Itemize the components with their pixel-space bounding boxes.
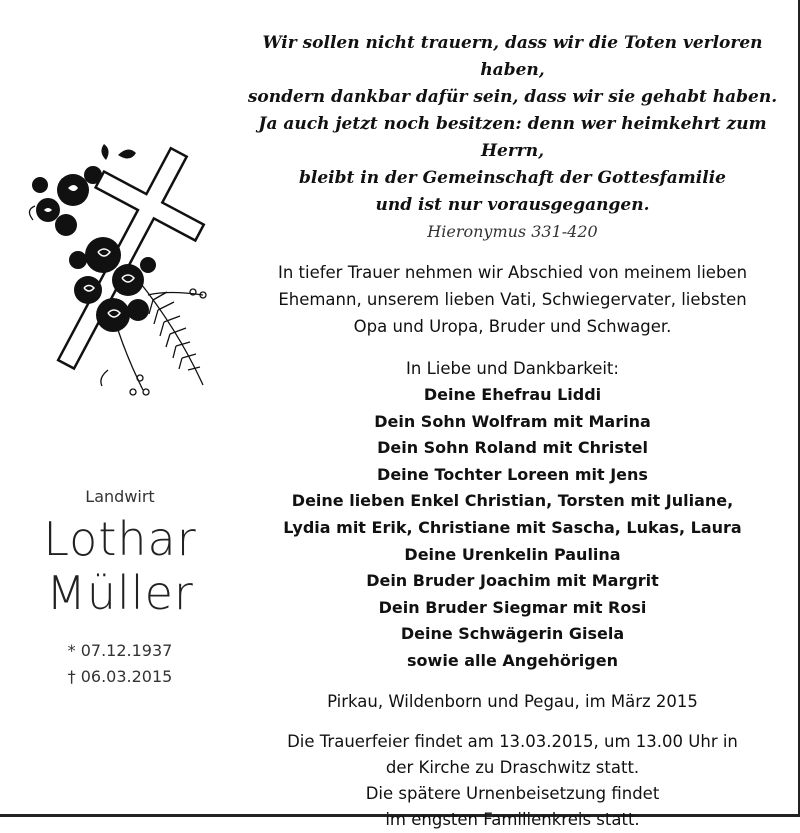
intro-line: Ehemann, unserem lieben Vati, Schwiegervater, liebsten [278, 290, 747, 309]
mourners-list [240, 382, 785, 675]
mourner-line: Deine Schwägerin Gisela [400, 624, 625, 644]
life-dates [0, 638, 240, 690]
intro-line: In tiefer Trauer nehmen wir Abschied von meinem lieben [277, 263, 748, 282]
last-name: Müller [46, 566, 194, 620]
funeral-line: im engsten Familienkreis statt. [385, 809, 640, 829]
funeral-line: Die Trauerfeier findet am 13.03.2015, um 13.00 Uhr in [287, 731, 738, 751]
signoff: In Liebe und Dankbarkeit: [406, 359, 619, 378]
occupation: Landwirt [85, 487, 155, 506]
birth-date: * 07.12.1937 [67, 641, 173, 660]
quote-line: sondern dankbar dafür sein, dass wir sie gehabt haben. [247, 87, 778, 107]
place-date: Pirkau, Wildenborn und Pegau, im März 2015 [327, 691, 698, 711]
intro-text [240, 259, 785, 340]
cross-with-roses-icon [18, 130, 228, 415]
mourner-line: Deine lieben Enkel Christian, Torsten mit Juliane, [291, 491, 734, 511]
intro-line: Opa und Uropa, Bruder und Schwager. [353, 317, 672, 336]
quote-line: und ist nur vorausgegangen. [375, 195, 650, 215]
mourner-line: Dein Sohn Roland mit Christel [377, 438, 648, 458]
bible-quote [240, 30, 785, 219]
mourner-line: sowie alle Angehörigen [407, 650, 618, 670]
quote-line: bleibt in der Gemeinschaft der Gottesfamilie [299, 168, 726, 188]
mourner-line: Dein Bruder Joachim mit Margrit [366, 571, 659, 591]
quote-line: Wir sollen nicht trauern, dass wir die Toten verloren haben, [262, 33, 763, 80]
mourner-line: Dein Sohn Wolfram mit Marina [374, 411, 651, 431]
mourner-line: Deine Tochter Loreen mit Jens [377, 464, 648, 484]
quote-line: Ja auch jetzt noch besitzen: denn wer heimkehrt zum Herrn, [258, 114, 767, 161]
funeral-line: der Kirche zu Draschwitz statt. [385, 757, 640, 777]
mourner-line: Dein Bruder Siegmar mit Rosi [378, 597, 647, 617]
funeral-line: Die spätere Urnenbeisetzung findet [365, 783, 660, 803]
death-date: † 06.03.2015 [67, 667, 173, 686]
mourner-line: Lydia mit Erik, Christiane mit Sascha, Lukas, Laura [283, 517, 742, 537]
mourner-line: Deine Urenkelin Paulina [404, 544, 621, 564]
notice-text [240, 30, 785, 833]
deceased-block [0, 482, 240, 690]
first-name: Lothar [43, 512, 197, 566]
quote-author: Hieronymus 331-420 [427, 222, 598, 241]
mourner-line: Deine Ehefrau Liddi [423, 385, 602, 404]
